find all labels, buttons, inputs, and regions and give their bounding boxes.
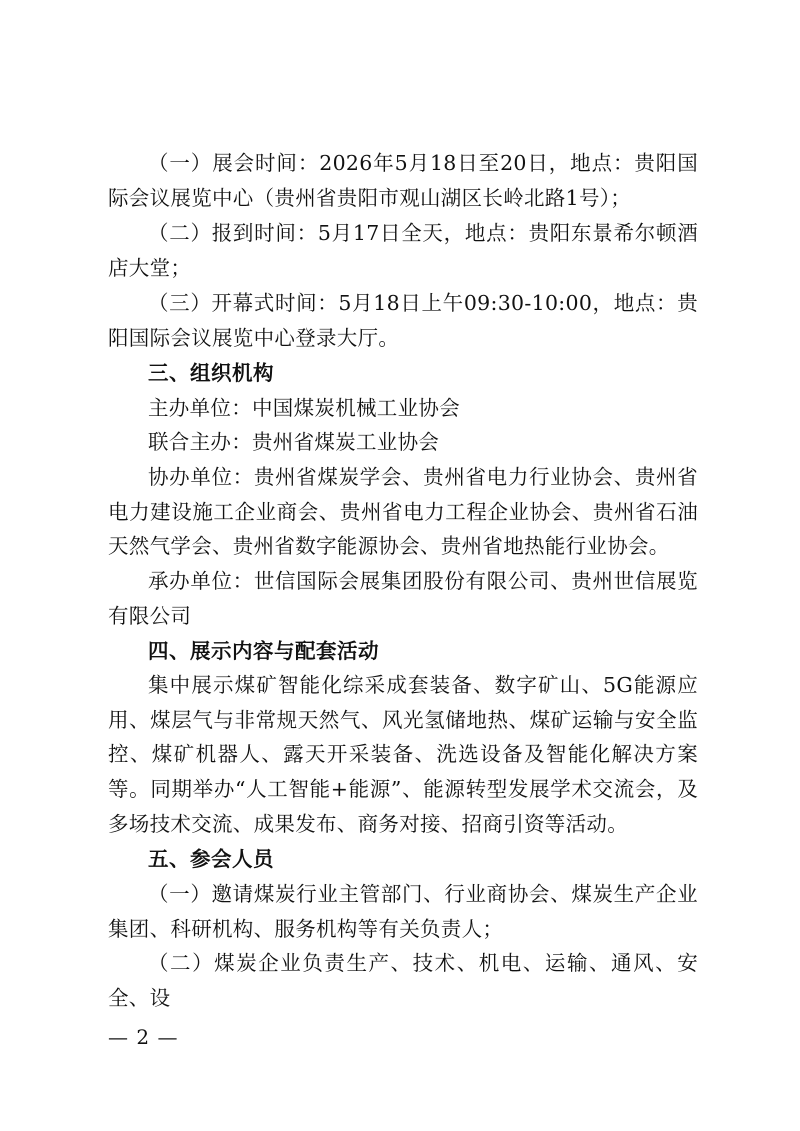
paragraph-participants-2: （二）煤炭企业负责生产、技术、机电、运输、通风、安全、设 xyxy=(108,951,698,1010)
section-heading-organization: 三、组织机构 xyxy=(148,361,274,385)
paragraph-registration-time: （二）报到时间：5月17日全天，地点：贵阳东景希尔顿酒店大堂； xyxy=(108,221,698,280)
page-number: — 2 — xyxy=(108,1025,179,1049)
paragraph-exhibition-time: （一）展会时间：2026年5月18日至20日，地点：贵阳国际会议展览中心（贵州省贵阳市观山湖区长岭北路1号）； xyxy=(108,151,698,210)
section-heading-exhibits: 四、展示内容与配套活动 xyxy=(148,639,379,663)
paragraph-opening-ceremony: （三）开幕式时间：5月18日上午09:30-10:00，地点：贵阳国际会议展览中心登录大厅。 xyxy=(108,291,698,350)
paragraph-exhibit-content: 集中展示煤矿智能化综采成套装备、数字矿山、5G能源应用、煤层气与非常规天然气、风光氢储地热、煤矿运输与安全监控、煤矿机器人、露天开采装备、洗选设备及智能化解决方案等。同期举办“人工智能+能源”、能源转型发展学术交流会，及多场技术交流、成果发布、商务对接、招商引资等活动。 xyxy=(108,673,698,836)
paragraph-organizer: 承办单位：世信国际会展集团股份有限公司、贵州世信展览有限公司 xyxy=(108,569,698,628)
paragraph-host: 主办单位：中国煤炭机械工业协会 xyxy=(148,396,460,420)
paragraph-co-host: 联合主办：贵州省煤炭工业协会 xyxy=(148,430,440,454)
paragraph-participants-1: （一）邀请煤炭行业主管部门、行业商协会、煤炭生产企业集团、科研机构、服务机构等有关负责人； xyxy=(108,882,698,941)
section-heading-participants: 五、参会人员 xyxy=(148,847,274,871)
paragraph-co-organizers: 协办单位：贵州省煤炭学会、贵州省电力行业协会、贵州省电力建设施工企业商会、贵州省电力工程企业协会、贵州省石油天然气学会、贵州省数字能源协会、贵州省地热能行业协会。 xyxy=(108,465,698,559)
